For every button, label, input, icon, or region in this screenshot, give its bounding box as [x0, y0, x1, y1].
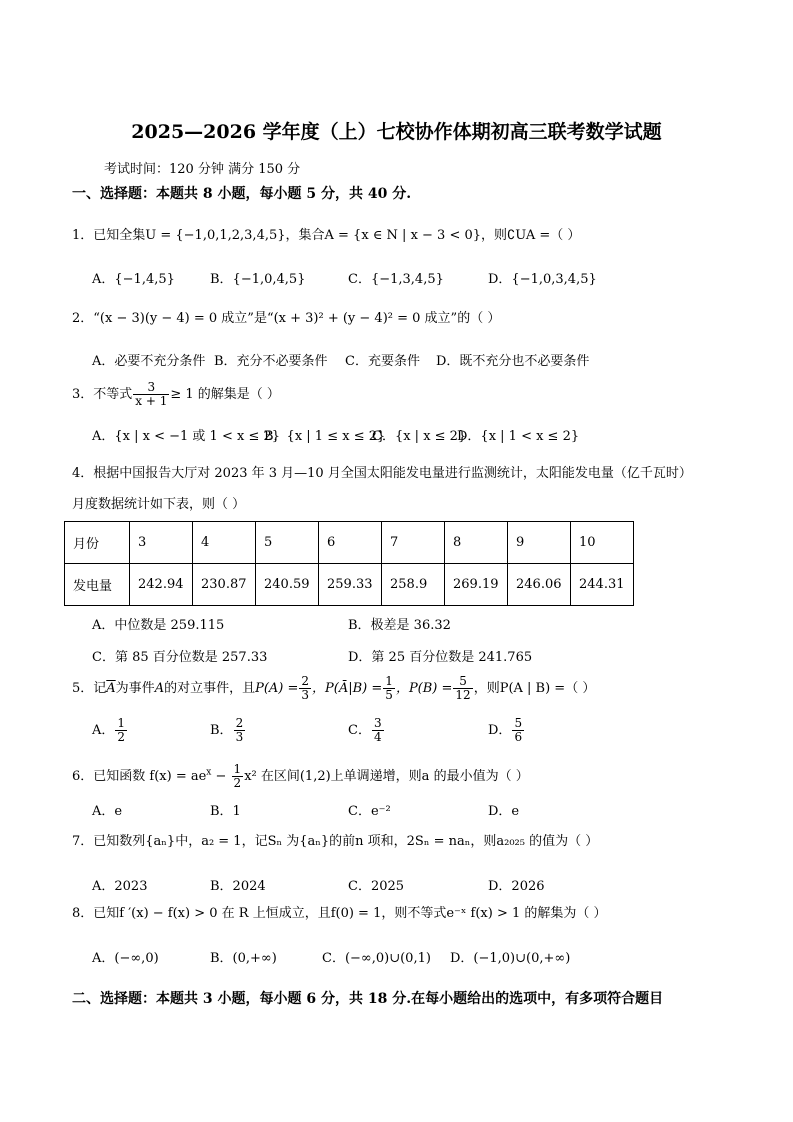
q1-option-d: D．{−1,0,3,4,5} — [488, 272, 597, 287]
q2-option-d: D．既不充分也不必要条件 — [436, 354, 590, 369]
question-5-stem — [72, 675, 595, 702]
question-7-stem: 7．已知数列{aₙ}中，a₂ = 1，记Sₙ 为{aₙ}的前n 项和，2Sₙ = naₙ，则a₂₀₂₅ 的值为（ ） — [72, 834, 599, 849]
q5-opt-b-frac — [234, 717, 246, 744]
q1-option-a: A．{−1,4,5} — [92, 272, 175, 287]
q3-stem-post: ≥ 1 的解集是（ ） — [170, 387, 280, 402]
question-6-stem — [72, 763, 529, 790]
q3-option-d: D．{x | 1 < x ≤ 2} — [457, 429, 580, 444]
q5-p3-frac — [453, 675, 472, 702]
q6-exp: x — [206, 767, 212, 778]
q5-event-a: A — [154, 681, 165, 696]
table-cell: 4 — [193, 522, 256, 564]
q5-opt-a-frac — [115, 717, 127, 744]
q4-option-a: A．中位数是 259.115 — [92, 618, 225, 633]
q6-option-a: A．e — [92, 804, 123, 819]
table-cell: 246.06 — [508, 564, 571, 606]
table-cell: 240.59 — [256, 564, 319, 606]
q8-option-b: B．(0,+∞) — [210, 951, 277, 966]
q3-frac-den: x + 1 — [135, 394, 168, 408]
question-3-stem — [72, 381, 280, 408]
q7-option-a: A．2023 — [92, 879, 148, 894]
q1-option-c: C．{−1,3,4,5} — [348, 272, 444, 287]
q5-opt-c-label: C． — [348, 723, 371, 738]
table-cell: 3 — [130, 522, 193, 564]
q5-p1-label: P(A) = — [255, 681, 299, 696]
q5-option-b — [210, 717, 246, 744]
q5-opt-b-label: B． — [210, 723, 233, 738]
q2-option-b: B．充分不必要条件 — [214, 354, 328, 369]
table-cell: 6 — [319, 522, 382, 564]
table-cell: 8 — [445, 522, 508, 564]
q7-option-d: D．2026 — [488, 879, 545, 894]
q3-frac-num: 3 — [133, 381, 169, 395]
q5-opt-d-den: 6 — [514, 730, 523, 744]
q5-text-c: 的对立事件，且 — [164, 681, 256, 696]
section-2-heading: 二、选择题：本题共 3 小题，每小题 6 分，共 18 分.在每小题给出的选项中，有多项符合题目 — [72, 991, 664, 1007]
q2-option-c: C．充要条件 — [345, 354, 420, 369]
table-row-values — [65, 564, 634, 606]
q5-p2-den: 5 — [385, 688, 393, 702]
solar-data-table — [64, 521, 634, 606]
q5-opt-c-num: 3 — [373, 716, 382, 730]
q4-option-b: B．极差是 36.32 — [348, 618, 451, 633]
q6-frac-num: 1 — [233, 762, 242, 776]
q6-fraction — [232, 763, 244, 790]
q5-opt-a-num: 1 — [117, 716, 126, 730]
q5-text-a: 5．记 — [72, 681, 107, 696]
table-row-months — [65, 522, 634, 564]
q7-option-b: B．2024 — [210, 879, 266, 894]
q2-option-a: A．必要不充分条件 — [92, 354, 206, 369]
section-1-heading: 一、选择题：本题共 8 小题，每小题 5 分，共 40 分. — [72, 186, 412, 202]
q6-option-d: D．e — [488, 804, 520, 819]
q3-option-a: A．{x | x < −1 或 1 < x ≤ 2} — [92, 429, 281, 444]
q5-opt-b-num: 2 — [235, 716, 244, 730]
table-cell: 259.33 — [319, 564, 382, 606]
q5-opt-c-frac — [372, 717, 384, 744]
q3-stem-pre: 3．不等式 — [72, 387, 133, 402]
table-cell: 244.31 — [571, 564, 634, 606]
q5-opt-a-den: 2 — [117, 730, 126, 744]
q5-text-b: 为事件 — [115, 681, 155, 696]
q5-opt-b-den: 3 — [235, 730, 244, 744]
table-cell: 7 — [382, 522, 445, 564]
table-cell: 269.19 — [445, 564, 508, 606]
q3-option-b: B．{x | 1 ≤ x ≤ 2} — [264, 429, 386, 444]
q5-p3-label: ，P(B) = — [395, 681, 453, 696]
question-8-stem: 8．已知f ′(x) − f(x) > 0 在 R 上恒成立，且f(0) = 1，则不等式e⁻ˣ f(x) > 1 的解集为（ ） — [72, 906, 607, 921]
table-cell: 258.9 — [382, 564, 445, 606]
question-4-stem-line1: 4．根据中国报告大厅对 2023 年 3 月—10 月全国太阳能发电量进行监测统计，太阳能发电量（亿千瓦时） — [72, 466, 692, 481]
table-cell: 10 — [571, 522, 634, 564]
q5-opt-a-label: A． — [92, 723, 115, 738]
q5-p2-label: ，P(Ā|B) = — [312, 681, 383, 696]
page-title: 2025—2026 学年度（上）七校协作体期初高三联考数学试题 — [131, 121, 662, 143]
q5-event-abar: $\overline{A}$ — [106, 681, 116, 696]
q6-stem-post: x² 在区间(1,2)上单调递增，则a 的最小值为（ ） — [244, 769, 529, 784]
q5-opt-c-den: 4 — [373, 730, 382, 744]
q6-option-b: B．1 — [210, 804, 241, 819]
q5-p1-den: 3 — [301, 688, 310, 702]
q5-p3-den: 12 — [455, 688, 471, 702]
table-cell: 230.87 — [193, 564, 256, 606]
q6-stem-mid: − — [211, 769, 231, 784]
table-header-month: 月份 — [65, 522, 130, 564]
q6-frac-den: 2 — [233, 776, 242, 790]
q8-option-c: C．(−∞,0)∪(0,1) — [322, 951, 431, 966]
table-cell: 242.94 — [130, 564, 193, 606]
q5-opt-d-label: D． — [488, 723, 512, 738]
q7-option-c: C．2025 — [348, 879, 405, 894]
table-header-output: 发电量 — [65, 564, 130, 606]
q4-option-d: D．第 25 百分位数是 241.765 — [348, 650, 533, 665]
q5-p2-frac — [383, 675, 395, 702]
q3-option-c: C．{x | x ≤ 2} — [372, 429, 467, 444]
q5-p1-frac — [299, 675, 311, 702]
table-cell: 5 — [256, 522, 319, 564]
q8-option-a: A．(−∞,0) — [92, 951, 159, 966]
q5-p1-num: 2 — [301, 674, 310, 688]
question-4-stem-line2: 月度数据统计如下表，则（ ） — [72, 497, 246, 512]
q5-option-a — [92, 717, 128, 744]
q5-text-end: ，则P(A | B) =（ ） — [473, 681, 596, 696]
q5-option-c — [348, 717, 385, 744]
question-1-stem: 1．已知全集U = {−1,0,1,2,3,4,5}，集合A = {x ∈ N | x − 3 < 0}，则∁UA =（ ） — [72, 228, 581, 243]
table-cell: 9 — [508, 522, 571, 564]
q4-option-c: C．第 85 百分位数是 257.33 — [92, 650, 268, 665]
q3-fraction — [133, 381, 169, 408]
q6-stem-pre: 6．已知函数 f(x) = ae — [72, 769, 207, 784]
q8-option-d: D．(−1,0)∪(0,+∞) — [450, 951, 571, 966]
q6-option-c: C．e⁻² — [348, 804, 391, 819]
question-2-stem: 2．“(x − 3)(y − 4) = 0 成立”是“(x + 3)² + (y − 4)² = 0 成立”的（ ） — [72, 311, 501, 326]
q5-opt-d-num: 5 — [514, 716, 523, 730]
q5-p2-num: 1 — [385, 674, 393, 688]
q5-option-d — [488, 717, 525, 744]
exam-info: 考试时间：120 分钟 满分 150 分 — [104, 162, 301, 177]
q1-option-b: B．{−1,0,4,5} — [210, 272, 306, 287]
q5-opt-d-frac — [512, 717, 524, 744]
q5-p3-num: 5 — [453, 675, 472, 689]
